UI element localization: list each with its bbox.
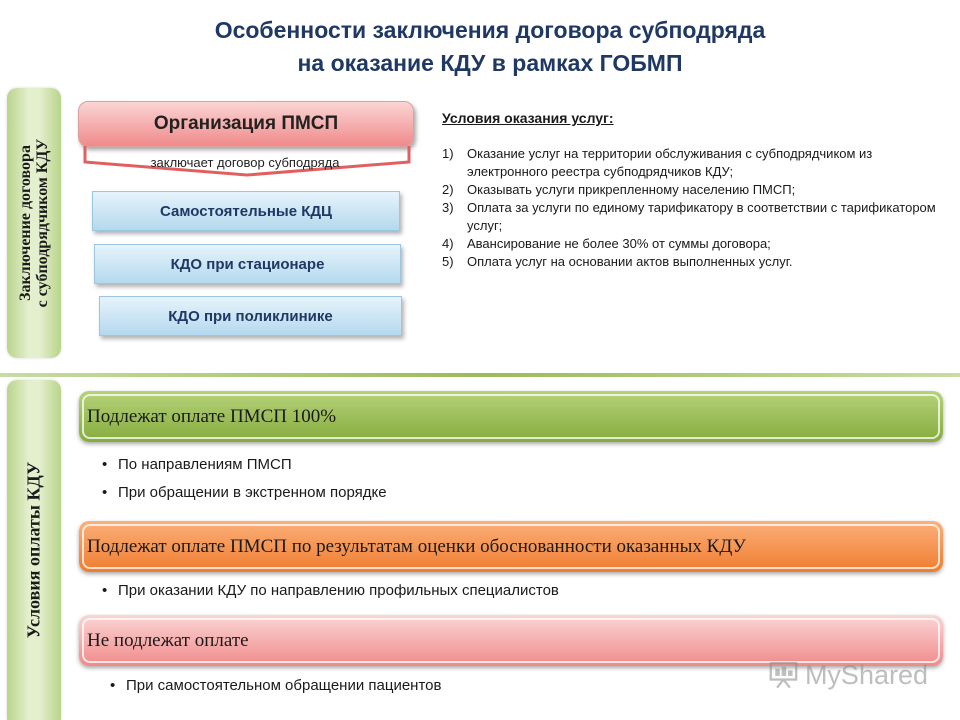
side-label-contract-line-2: с субподрядчиком КДУ (34, 138, 51, 308)
payment-evaluated-bar (79, 521, 943, 572)
service-condition-number: 3) (442, 200, 454, 215)
service-condition-text: Оказание услуг на территории обслуживания с субподрядчиком из электронного реестра субподрядчиков КДУ; (467, 146, 873, 179)
service-condition-text: Оказывать услуги прикрепленному населению ПМСП; (467, 182, 796, 197)
slide-title (90, 14, 890, 80)
service-condition-number: 4) (442, 236, 454, 251)
service-condition-item (442, 253, 942, 271)
service-condition-number: 5) (442, 254, 454, 269)
organization-box: Организация ПМСП (78, 101, 414, 147)
service-conditions-title: Условия оказания услуг: (442, 110, 614, 126)
payment-none-bullet-1: • При самостоятельном обращении пациентов (126, 677, 441, 694)
service-condition-text: Оплата за услуги по единому тарификатору в соответствии с тарификатором услуг; (467, 200, 936, 233)
service-condition-item (442, 145, 942, 181)
service-condition-item (442, 199, 942, 235)
service-condition-number: 1) (442, 146, 454, 161)
side-label-payment-text: Условия оплаты КДУ (23, 461, 44, 639)
payment-full-bullet-2: • При обращении в экстренном порядке (118, 484, 387, 501)
section-divider (0, 373, 960, 377)
service-condition-text: Авансирование не более 30% от суммы договора; (467, 236, 771, 251)
watermark-text: MyShared (804, 659, 928, 690)
side-label-contract (7, 88, 61, 358)
party-independent-kdc: Самостоятельные КДЦ (92, 191, 400, 231)
payment-evaluated-bullet-1: • При оказании КДУ по направлению профильных специалистов (118, 582, 559, 599)
payment-evaluated-label: Подлежат оплате ПМСП по результатам оценки обоснованности оказанных КДУ (87, 535, 746, 557)
watermark (768, 658, 928, 692)
party-kdo-hospital: КДО при стационаре (94, 244, 401, 284)
side-label-payment (7, 380, 61, 720)
payment-full-bullet-1: • По направлениям ПМСП (118, 456, 292, 473)
slide-title-line-1: Особенности заключения договора субподряда (214, 17, 766, 43)
side-label-contract-text (17, 139, 51, 308)
service-condition-text: Оплата услуг на основании актов выполненных услуг. (467, 254, 793, 269)
side-label-contract-line-1: Заключение договора (17, 145, 34, 301)
service-condition-item (442, 235, 942, 253)
party-kdo-polyclinic: КДО при поликлинике (99, 296, 402, 336)
service-conditions-list (442, 145, 942, 271)
service-condition-item (442, 181, 942, 199)
projector-screen-icon (768, 659, 799, 691)
slide-title-line-2: на оказание КДУ в рамках ГОБМП (297, 50, 683, 76)
service-condition-number: 2) (442, 182, 454, 197)
payment-full-bar (79, 391, 943, 442)
contract-action-label: заключает договор субподряда (150, 155, 340, 170)
payment-full-label: Подлежат оплате ПМСП 100% (87, 405, 337, 427)
payment-none-label: Не подлежат оплате (87, 629, 249, 651)
